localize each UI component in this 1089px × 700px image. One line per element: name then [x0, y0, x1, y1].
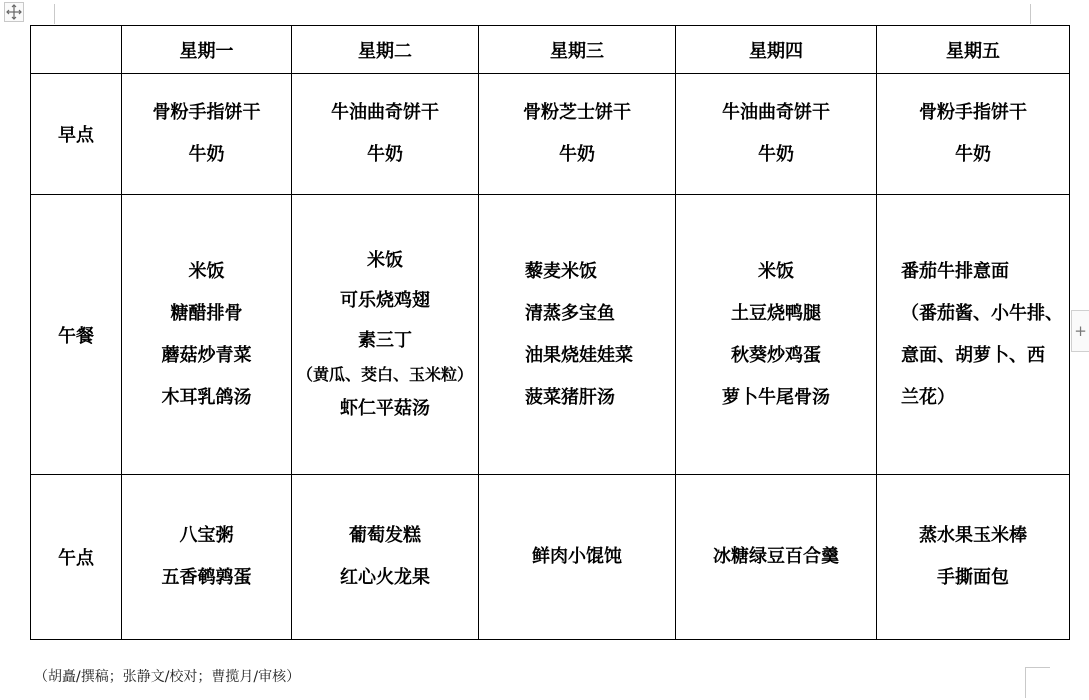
menu-cell [122, 195, 292, 475]
add-column-button[interactable] [1071, 310, 1089, 352]
row-label-snack: 午点 [31, 475, 122, 640]
header-thursday: 星期四 [676, 26, 877, 74]
menu-item: 红心火龙果 [340, 567, 430, 588]
menu-cell [292, 195, 479, 475]
table-row-lunch [31, 195, 1070, 475]
menu-cell [292, 475, 479, 640]
menu-item: 牛油曲奇饼干 [331, 102, 439, 123]
header-friday: 星期五 [877, 26, 1070, 74]
menu-item: 素三丁 [358, 329, 412, 351]
menu-item: 米饭 [188, 260, 225, 282]
menu-item: 虾仁平菇汤 [340, 397, 430, 419]
menu-item: 牛奶 [955, 144, 991, 165]
menu-item: 葡萄发糕 [349, 525, 421, 546]
header-monday: 星期一 [122, 26, 292, 74]
menu-item: 清蒸多宝鱼 [525, 302, 615, 324]
menu-item: 手撕面包 [937, 567, 1009, 588]
menu-item: 菠菜猪肝汤 [525, 386, 615, 408]
menu-cell [676, 195, 877, 475]
menu-item: 牛油曲奇饼干 [722, 102, 830, 123]
header-wednesday: 星期三 [479, 26, 676, 74]
menu-cell [877, 74, 1070, 195]
menu-cell [479, 195, 676, 475]
credits-footer: （胡矗/撰稿；张静文/校对；曹揽月/审核） [34, 669, 301, 685]
menu-cell [676, 475, 877, 640]
menu-item: 秋葵炒鸡蛋 [731, 344, 821, 366]
menu-item: 萝卜牛尾骨汤 [722, 386, 830, 408]
menu-item: 牛奶 [188, 144, 225, 165]
menu-cell [122, 475, 292, 640]
menu-item: 木耳乳鸽汤 [161, 386, 252, 408]
menu-item: 番茄牛排意面 [901, 260, 1009, 282]
plus-icon: + [1074, 322, 1087, 340]
menu-cell [292, 74, 479, 195]
menu-item: 米饭 [367, 249, 403, 271]
menu-cell [479, 475, 676, 640]
menu-item: 藜麦米饭 [525, 260, 597, 282]
table-row-snack [31, 475, 1070, 640]
header-row [31, 26, 1070, 74]
menu-item: 土豆烧鸭腿 [731, 302, 821, 324]
menu-item-note: （黄瓜、茭白、玉米粒） [296, 364, 473, 384]
menu-item: 八宝粥 [179, 525, 234, 546]
menu-item: 可乐烧鸡翅 [340, 289, 430, 311]
menu-item: 糖醋排骨 [170, 302, 243, 324]
menu-item: （番茄酱、小牛排、 [901, 302, 1063, 324]
menu-item: 兰花） [901, 386, 955, 408]
page-corner-mark [30, 4, 55, 24]
menu-item: 骨粉手指饼干 [919, 102, 1027, 123]
menu-item: 骨粉芝士饼干 [523, 102, 631, 123]
menu-cell [877, 195, 1070, 475]
menu-cell [877, 475, 1070, 640]
menu-item: 蒸水果玉米棒 [919, 525, 1027, 546]
header-cell-corner [31, 26, 122, 74]
menu-cell [676, 74, 877, 195]
menu-item: 牛奶 [367, 144, 403, 165]
menu-item: 五香鹌鹑蛋 [161, 567, 252, 588]
weekly-menu-table [30, 25, 1070, 640]
menu-item: 米饭 [758, 260, 794, 282]
page-corner-mark [1025, 667, 1050, 698]
row-label-breakfast: 早点 [31, 74, 122, 195]
menu-item: 鲜肉小馄饨 [532, 546, 622, 567]
menu-item: 牛奶 [559, 144, 595, 165]
menu-cell [479, 74, 676, 195]
menu-item: 冰糖绿豆百合羹 [713, 546, 839, 567]
header-tuesday: 星期二 [292, 26, 479, 74]
page-corner-mark [1030, 4, 1051, 24]
menu-item: 骨粉手指饼干 [152, 102, 261, 123]
row-label-lunch: 午餐 [31, 195, 122, 475]
table-row-breakfast [31, 74, 1070, 195]
table-move-handle[interactable] [4, 2, 24, 22]
move-icon [6, 4, 22, 20]
menu-item: 意面、胡萝卜、西 [901, 344, 1045, 366]
menu-item: 牛奶 [758, 144, 794, 165]
menu-cell [122, 74, 292, 195]
menu-item: 蘑菇炒青菜 [161, 344, 252, 366]
menu-item: 油果烧娃娃菜 [525, 344, 633, 366]
